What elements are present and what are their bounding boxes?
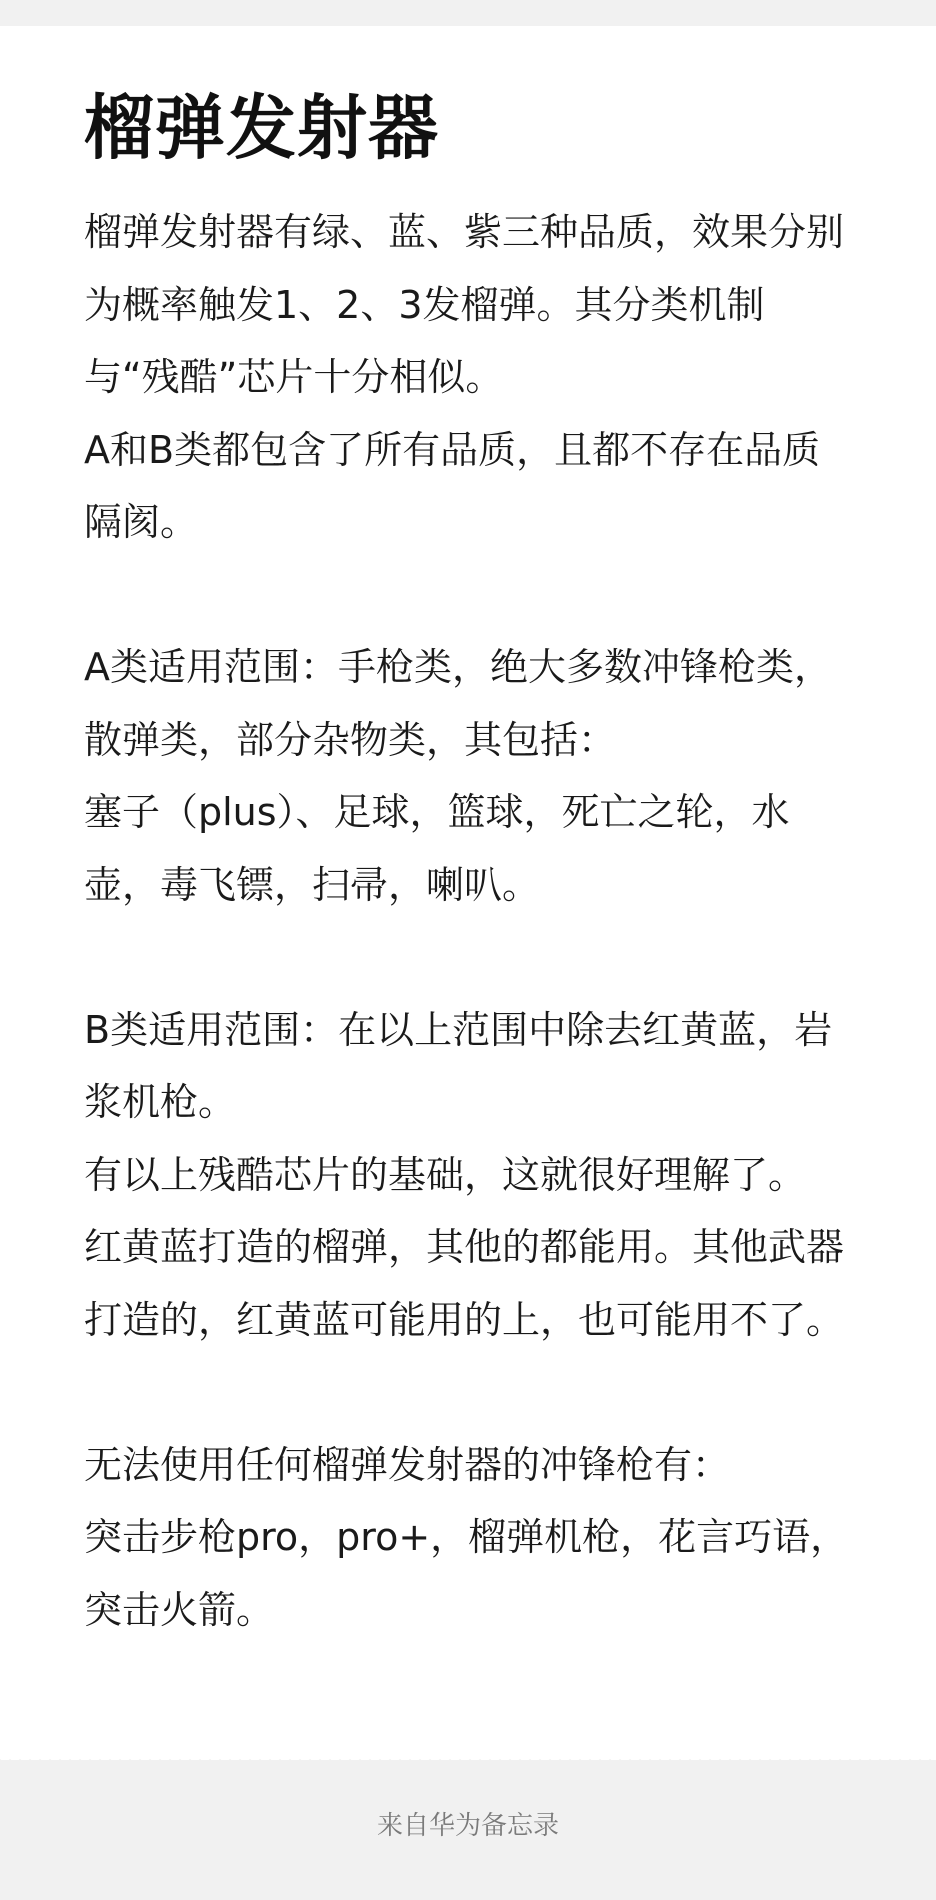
note-paragraph-a-list: 塞子（plus）、足球，篮球，死亡之轮，水壶，毒飞镖，扫帚，喇叭。 [84, 790, 790, 907]
note-card [0, 26, 936, 1760]
blank-line [84, 1356, 852, 1429]
blank-line [84, 559, 852, 632]
note-paragraph-a-scope: A类适用范围：手枪类，绝大多数冲锋枪类，散弹类，部分杂物类，其包括： [84, 645, 832, 762]
note-title: 榴弹发射器 [84, 87, 439, 169]
note-body [84, 196, 852, 1646]
note-paragraph-2: A和B类都包含了所有品质，且都不存在品质隔阂。 [84, 427, 821, 544]
note-paragraph-b-scope: B类适用范围：在以上范围中除去红黄蓝，岩浆机枪。 [84, 1007, 833, 1124]
card-bottom-edge [0, 1756, 936, 1766]
note-paragraph-exclusion-list: 突击步枪pro，pro+，榴弹机枪，花言巧语，突击火箭。 [84, 1515, 849, 1632]
note-paragraph-1: 榴弹发射器有绿、蓝、紫三种品质，效果分别为概率触发1、2、3发榴弹。其分类机制与“残酷”芯片十分相似。 [84, 210, 845, 399]
source-footer: 来自华为备忘录 [376, 1811, 559, 1841]
note-paragraph-exclusion: 无法使用任何榴弹发射器的冲锋枪有： [84, 1442, 731, 1487]
note-paragraph-explain: 有以上残酷芯片的基础，这就很好理解了。 [84, 1152, 807, 1197]
blank-line [84, 921, 852, 994]
note-paragraph-detail: 红黄蓝打造的榴弹，其他的都能用。其他武器打造的，红黄蓝可能用的上，也可能用不了。 [84, 1225, 845, 1342]
